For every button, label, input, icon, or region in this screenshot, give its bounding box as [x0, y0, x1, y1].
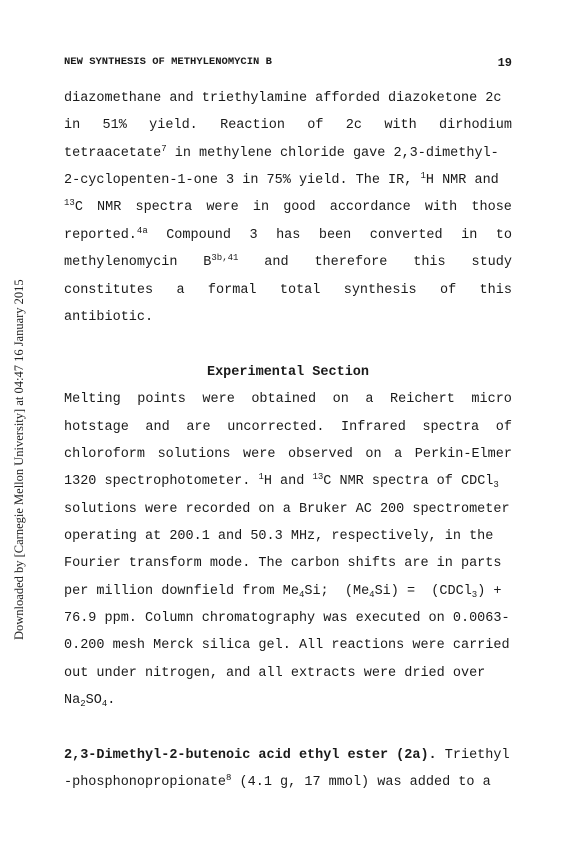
subscript: 2 [80, 699, 86, 709]
word: of [495, 420, 512, 435]
paragraph-line: diazomethane and triethylamine afforded diazoketone 2c [64, 91, 502, 106]
section-heading: Experimental Section [206, 365, 370, 380]
text-run: tetraacetate [64, 146, 162, 161]
download-watermark [0, 240, 24, 640]
word: Compound [166, 228, 232, 243]
word: total [279, 283, 321, 298]
paragraph-line [64, 774, 512, 792]
paragraph-line [64, 254, 512, 272]
word: yield. [149, 118, 198, 133]
paragraph-line [64, 145, 512, 163]
word: in [64, 118, 81, 133]
word: are [186, 420, 211, 435]
running-title: NEW SYNTHESIS OF METHYLENOMYCIN B [64, 56, 272, 68]
paragraph-line: solutions were recorded on a Bruker AC 200 spectrometer [64, 502, 510, 517]
word [203, 254, 238, 272]
word: in [461, 228, 478, 243]
word: spectra [135, 200, 193, 215]
word: hotstage [64, 420, 129, 435]
word: were [206, 200, 239, 215]
word: chloroform [64, 447, 146, 462]
text-run: H NMR and [425, 173, 499, 188]
word: a [365, 392, 374, 407]
text-run: ) + [477, 584, 502, 599]
word: NMR [97, 200, 122, 215]
word: were [243, 447, 276, 462]
word: points [137, 392, 186, 407]
reference-marker: 4a [136, 226, 148, 236]
text-run: Si) = (CDCl [374, 584, 472, 599]
reference-marker: 3b,41 [211, 253, 239, 263]
paragraph-line: 76.9 ppm. Column chromatography was executed on 0.0063- [64, 611, 510, 626]
word: dirhodium [439, 118, 512, 133]
compound-heading: 2,3-Dimethyl-2-butenoic acid ethyl ester (2a). [64, 748, 437, 763]
text-run: per million downfield from Me [64, 584, 299, 599]
word: formal [207, 283, 257, 298]
word: this [479, 283, 512, 298]
word [64, 199, 83, 217]
word: of [440, 283, 457, 298]
word: micro [471, 392, 512, 407]
text-run: Si; (Me [304, 584, 370, 599]
word: were [202, 392, 235, 407]
word: synthesis [343, 283, 417, 298]
word: observed [287, 447, 353, 462]
paragraph-line [64, 172, 512, 190]
word: a [176, 283, 185, 298]
word: Melting [64, 392, 121, 407]
word: this [413, 255, 446, 270]
text-run: in methylene chloride gave 2,3-dimethyl- [166, 146, 499, 161]
isotope-superscript: 1 [258, 472, 264, 482]
paragraph-line [64, 446, 512, 464]
paragraph-line [64, 227, 512, 245]
word: 2c [345, 118, 362, 133]
text-run: Na [64, 693, 81, 708]
paragraph-line: operating at 200.1 and 50.3 MHz, respectively, in the [64, 529, 494, 544]
subscript: 4 [369, 590, 375, 600]
word: therefore [314, 255, 388, 270]
word: in [252, 200, 270, 215]
isotope-superscript: 13 [312, 472, 324, 482]
word: good [283, 200, 316, 215]
word: Reichert [390, 392, 455, 407]
text-run: 1320 spectrophotometer. [64, 474, 259, 489]
word: study [471, 255, 512, 270]
subscript: 3 [471, 590, 478, 600]
word: and [264, 255, 289, 270]
text-run: C [74, 200, 83, 215]
word: and [145, 420, 170, 435]
paragraph-line [64, 391, 512, 409]
text-run: -phosphonopropionate [64, 775, 227, 790]
word: 51% [102, 118, 127, 133]
paragraph-line: antibiotic. [64, 310, 154, 325]
word: been [318, 228, 352, 243]
text-run: C NMR spectra of CDCl [323, 474, 494, 489]
text-run: (4.1 g, 17 mmol) was added to a [231, 775, 491, 790]
word: spectra [422, 420, 480, 435]
word: on [365, 447, 382, 462]
subscript: 4 [101, 699, 108, 709]
paragraph-line [64, 747, 512, 765]
word: with [424, 200, 458, 215]
word: converted [369, 228, 443, 243]
paragraph-line [64, 583, 512, 601]
text-run: SO [85, 693, 102, 708]
paragraph-line [64, 282, 512, 300]
paragraph-line [64, 692, 512, 710]
word: of [307, 118, 324, 133]
paragraph-line [64, 419, 512, 437]
running-header [64, 56, 512, 68]
word: to [495, 228, 512, 243]
word: those [471, 200, 512, 215]
subscript: 4 [298, 590, 305, 600]
subscript: 3 [493, 480, 499, 490]
word [64, 227, 148, 245]
text-run: 2-cyclopenten-1-one 3 in 75% yield. The IR, [64, 173, 421, 188]
paragraph-line [64, 199, 512, 217]
paragraph-line: out under nitrogen, and all extracts were dried over [64, 666, 486, 681]
word: uncorrected. [227, 420, 325, 435]
text-run: Triethyl [436, 748, 510, 763]
paragraph-line [64, 473, 512, 491]
word: methylenomycin [64, 255, 178, 270]
word: with [384, 118, 417, 133]
text-run: H and [263, 474, 313, 489]
paragraph-line: 0.200 mesh Merck silica gel. All reactions were carried [64, 638, 510, 653]
word: 3 [249, 228, 258, 243]
reference-marker: 7 [161, 144, 167, 154]
page-number: 19 [497, 56, 512, 70]
word: Perkin-Elmer [414, 447, 512, 462]
isotope-superscript: 1 [420, 171, 426, 181]
word: on [332, 392, 349, 407]
word: accordance [329, 200, 411, 215]
word: Infrared [341, 420, 406, 435]
download-watermark-text: Downloaded by [Carnegie Mellon University] at 04:47 16 January 2015 [12, 279, 26, 640]
paragraph-line [64, 117, 512, 135]
word: has [276, 228, 301, 243]
word: a [394, 447, 403, 462]
word: Reaction [220, 118, 285, 133]
isotope-superscript: 13 [64, 198, 75, 208]
reference-marker: 8 [226, 773, 232, 783]
text-run: B [203, 255, 212, 270]
paragraph-line: Fourier transform mode. The carbon shifts are in parts [64, 556, 502, 571]
word: obtained [251, 392, 317, 407]
word: constitutes [64, 283, 154, 298]
text-run: reported. [64, 228, 137, 243]
word: solutions [157, 447, 231, 462]
text-run: . [107, 693, 116, 708]
